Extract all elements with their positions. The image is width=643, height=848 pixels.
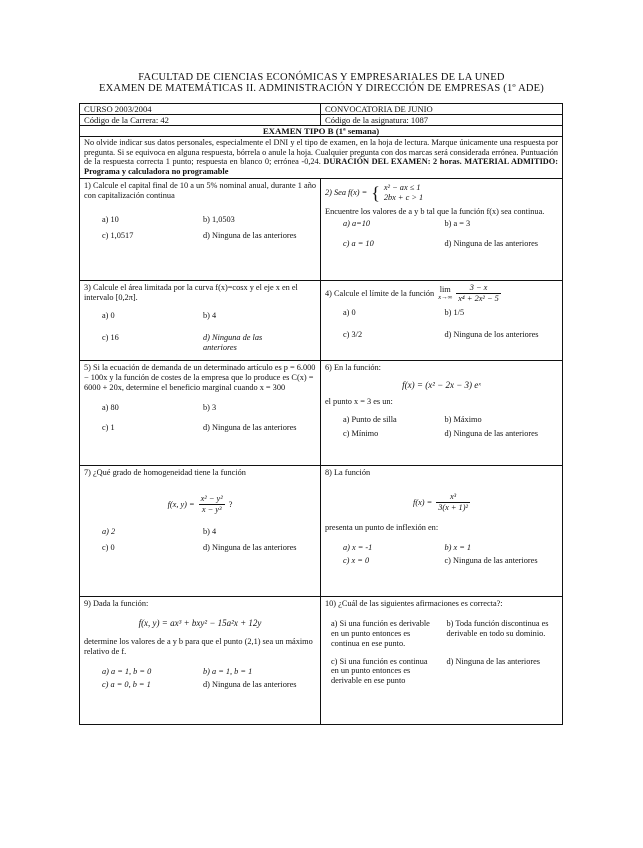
curso-label: CURSO 2003/2004 xyxy=(80,104,321,114)
q6-text: 6) En la función: xyxy=(325,363,381,373)
q3-option-b[interactable]: b) 4 xyxy=(203,310,217,320)
q4-lim: lim xyxy=(439,284,451,294)
instructions-text: No olvide indicar sus datos personales, especialmente el DNI y el tipo de examen, en la hoja de lectura. Marque únicamente una respuesta por pregunta. Si se equivoca en alguna respuesta, bórrela o anule la hoja. Cualquier pregunta con dos marcas será considerada errónea. Puntuación de la respuesta correcta 1 punto; respuesta en blanco 0; errónea -0,24. xyxy=(84,138,558,167)
q1-option-d[interactable]: d) Ninguna de las anteriores xyxy=(203,230,297,240)
instructions-bold: DURACIÓN DEL EXAMEN: 2 horas. MATERIAL ADMITIDO: Programa y calculadora no programable xyxy=(84,157,559,176)
q4-option-a[interactable]: a) 0 xyxy=(343,307,356,317)
q5-option-c[interactable]: c) 1 xyxy=(102,422,115,432)
q6-option-b[interactable]: b) Máximo xyxy=(444,414,482,424)
q7-option-d[interactable]: d) Ninguna de las anteriores xyxy=(203,542,297,552)
q1-option-b[interactable]: b) 1,0503 xyxy=(203,214,235,224)
q4-option-d[interactable]: d) Ninguna de los anteriores xyxy=(444,329,539,339)
q8-denominator: 3(x + 1)² xyxy=(438,502,468,512)
q9-text: 9) Dada la función: xyxy=(84,599,149,609)
question-7: 7) ¿Qué grado de homogeneidad tiene la función f(x, y) = $\frac{\text{x² − y²}}{\text{x − y³}}$ ? a) 2 b) 4 c) 0 d) Ninguna de las anteriores xyxy=(80,466,321,596)
q10-option-d[interactable]: d) Ninguna de las anteriores xyxy=(446,656,541,666)
q9-text-2: determine los valores de a y b para que el punto (2,1) sea un máximo relativo de f. xyxy=(84,636,313,656)
question-2 xyxy=(321,179,562,280)
q2-option-d[interactable]: d) Ninguna de las anteriores xyxy=(444,238,539,248)
faculty-heading: FACULTAD DE CIENCIAS ECONÓMICAS Y EMPRESARIALES DE LA UNED xyxy=(138,72,505,83)
q10-option-a[interactable]: a) Si una función es derivable en un punto entonces es continua en ese punto. xyxy=(331,619,430,648)
question-row-1 xyxy=(80,179,562,281)
q9-formula: f(x, y) = ax³ + bxy² − 15a²x + 12y xyxy=(138,618,262,629)
info-row-1 xyxy=(80,104,562,115)
brace-icon: { xyxy=(371,183,380,204)
q3-option-c[interactable]: c) 16 xyxy=(102,332,119,342)
q7-option-b[interactable]: b) 4 xyxy=(203,526,217,536)
q5-option-d[interactable]: d) Ninguna de las anteriores xyxy=(203,422,297,432)
question-5 xyxy=(80,361,321,465)
q4-lim-sub: x→∞ xyxy=(438,293,453,301)
q1-text: 1) Calcule el capital final de 10 a un 5% nominal anual, durante 1 año con capitalización continua xyxy=(84,181,317,201)
q8-text: 8) La función xyxy=(325,468,371,478)
question-4 xyxy=(321,281,562,360)
q8-option-a[interactable]: a) x = -1 xyxy=(343,542,373,552)
q8-numerator: x³ xyxy=(436,492,470,503)
q4-option-b[interactable]: b) 1/5 xyxy=(444,307,465,317)
q5-option-a[interactable]: a) 80 xyxy=(102,402,119,412)
q2-text: Encuentre los valores de a y b tal que la función f(x) sea continua. xyxy=(325,206,545,216)
exam-sheet xyxy=(79,103,563,725)
q7-lhs: f(x, y) = xyxy=(167,499,195,509)
question-6 xyxy=(321,361,562,465)
q7-option-c[interactable]: c) 0 xyxy=(102,542,115,552)
q8-text-2: presenta un punto de inflexión en: xyxy=(325,522,439,532)
asignatura-code: Código de la asignatura: 1087 xyxy=(325,115,429,125)
question-3 xyxy=(80,281,321,360)
q1-option-c[interactable]: c) 1,0517 xyxy=(102,230,134,240)
q10-text: 10) ¿Cuál de las siguientes afirmaciones es correcta?: xyxy=(325,599,503,609)
q4-option-c[interactable]: c) 3/2 xyxy=(343,329,363,339)
q5-option-b[interactable]: b) 3 xyxy=(203,402,217,412)
q9-option-d[interactable]: d) Ninguna de las anteriores xyxy=(203,680,297,690)
q6-option-d[interactable]: d) Ninguna de las anteriores xyxy=(444,428,539,438)
q6-text-2: el punto x = 3 es un: xyxy=(325,396,393,406)
q6-option-a[interactable]: a) Punto de silla xyxy=(343,414,397,424)
q5-text: 5) Si la ecuación de demanda de un determinado artículo es p = 6.000 − 100x y la función de costes de la empresa que lo produce es C(x) = 6000 + 20x, determine el beneficio marginal cuando x = 300 xyxy=(84,363,316,392)
q2-case-1: x² − ax ≤ 1 xyxy=(383,183,421,193)
q7-numerator: x² − y² xyxy=(200,494,223,504)
q7-denominator: x − y³ xyxy=(201,504,222,514)
q7-option-a[interactable]: a) 2 xyxy=(102,526,116,536)
convocatoria-label: CONVOCATORIA DE JUNIO xyxy=(325,104,433,114)
q6-formula: f(x) = (x² − 2x − 3) eˣ xyxy=(402,380,481,391)
q9-option-b[interactable]: b) a = 1, b = 1 xyxy=(203,666,253,676)
q2-case-2: 2bx + c > 1 xyxy=(383,193,424,203)
question-row-3 xyxy=(80,361,562,466)
question-1 xyxy=(80,179,321,280)
q10-option-c[interactable]: c) Si una función es continua en un punto entonces es derivable en ese punto xyxy=(331,656,428,686)
q8-lhs: f(x) = xyxy=(413,497,433,507)
q4-denominator: x⁴ + 2x² − 5 xyxy=(458,294,499,304)
q3-text: 3) Calcule el área limitada por la curva f(x)=cosx y el eje x en el intervalo [0,2π]. xyxy=(84,283,298,303)
q10-option-b[interactable]: b) Toda función discontinua es derivable en todo su dominio. xyxy=(446,619,549,638)
q7-text: 7) ¿Qué grado de homogeneidad tiene la función xyxy=(84,468,246,478)
q2-option-b[interactable]: b) a = 3 xyxy=(444,218,471,228)
question-8 xyxy=(321,466,562,596)
q8-option-c[interactable]: c) x = 0 xyxy=(343,556,370,566)
q8-option-b[interactable]: b) x = 1 xyxy=(444,542,472,552)
q4-numerator: 3 − x xyxy=(456,283,501,294)
question-10 xyxy=(321,597,562,724)
question-9 xyxy=(80,597,321,724)
q6-option-c[interactable]: c) Mínimo xyxy=(343,428,379,438)
q4-text: 4) Calcule el límite de la función xyxy=(325,288,435,298)
question-row-5 xyxy=(80,597,562,724)
info-row-2 xyxy=(80,115,562,125)
q1-option-a[interactable]: a) 10 xyxy=(102,214,119,224)
q3-option-d[interactable]: d) Ninguna de las anteriores xyxy=(203,332,263,352)
question-row-2 xyxy=(80,281,562,361)
q8-option-d[interactable]: c) Ninguna de las anteriores xyxy=(444,556,538,566)
instructions xyxy=(80,137,562,179)
q2-option-c[interactable]: c) a = 10 xyxy=(343,238,374,248)
carrera-code: Código de la Carrera: 42 xyxy=(80,115,321,125)
exam-heading: EXAMEN DE MATEMÁTICAS II. ADMINISTRACIÓN Y DIRECCIÓN DE EMPRESAS (1º ADE) xyxy=(99,83,544,94)
q2-option-a[interactable]: a) a=10 xyxy=(343,218,371,228)
exam-type-title: EXAMEN TIPO B (1ª semana) xyxy=(80,125,562,137)
q9-option-c[interactable]: c) a = 0, b = 1 xyxy=(102,680,151,690)
q9-option-a[interactable]: a) a = 1, b = 0 xyxy=(102,666,152,676)
question-row-4 xyxy=(80,466,562,597)
q2-prefix: 2) Sea f(x) = xyxy=(325,188,368,198)
q3-option-a[interactable]: a) 0 xyxy=(102,310,115,320)
